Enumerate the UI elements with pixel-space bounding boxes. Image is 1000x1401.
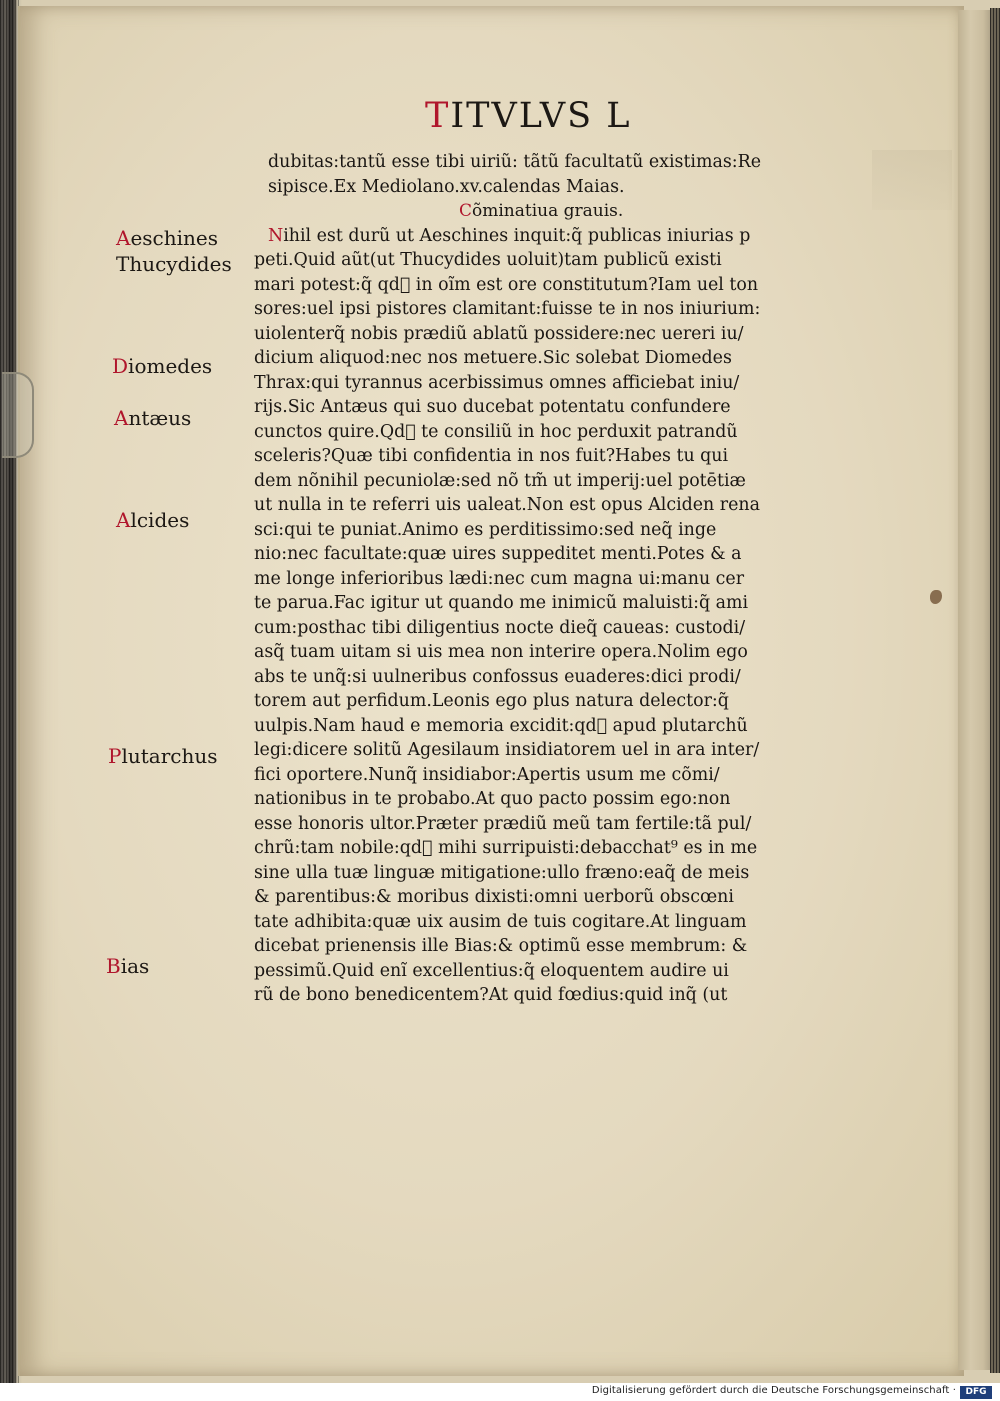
first-line-text: ihil est durũ ut Aeschines inquit:q̃ publicas iniurias p <box>283 225 751 246</box>
text-line-24: uulpis.Nam haud e memoria excidit:qd᷑ apud plutarchũ <box>254 715 748 736</box>
margin-note-alcides <box>116 508 189 532</box>
first-word-initial: N <box>268 225 284 246</box>
text-line-28: esse honoris ultor.Præter prædiũ meũ tam fertile:tã pul/ <box>254 813 752 834</box>
text-line-32: tate adhibita:quæ uix ausim de tuis cogitare.At linguam <box>254 911 747 932</box>
text-line-22: abs te unq̃:si uulneribus confossus euaderes:dici prodi/ <box>254 666 741 687</box>
text-line-5: peti.Quid aũt(ut Thucydides uoluit)tam publicũ existi <box>254 250 722 270</box>
text-line-25: legi:dicere solitũ Agesilaum insidiatorem uel in ara inter/ <box>254 740 760 760</box>
margin-note-text: Thucydides <box>116 252 232 276</box>
text-line-35: rũ de bono benedicentem?At quid fœdius:quid inq̃ (ut <box>254 985 728 1005</box>
margin-note-initial: D <box>112 354 129 378</box>
margin-note-plutarchus <box>108 744 218 768</box>
text-line-14: dem nõnihil pecuniolæ:sed nõ tm̃ ut imperij:uel potētiæ <box>254 470 746 491</box>
running-title-rest: ITVLVS L <box>450 96 632 136</box>
margin-note-text: eschines <box>130 226 219 250</box>
text-line-21: asq̃ tuam uitam si uis mea non interire opera.Nolim ego <box>254 642 748 662</box>
text-line-27: nationibus in te probabo.At quo pacto possim ego:non <box>254 789 731 809</box>
text-line-9: dicium aliquod:nec nos metuere.Sic solebat Diomedes <box>254 348 732 368</box>
heading-initial: C <box>459 201 473 221</box>
margin-note-initial: A <box>116 226 131 250</box>
text-line-4 <box>254 224 878 249</box>
text-line-18: me longe inferioribus lædi:nec cum magna ui:manu cer <box>254 568 745 589</box>
text-line-7: sores:uel ipsi pistores clamitant:fuisse te in nos iniurium: <box>254 299 761 319</box>
margin-note-text: ntæus <box>128 406 192 430</box>
text-line-30: sine ulla tuæ linguæ mitigatione:ullo fræno:eaq̃ de meis <box>254 862 750 883</box>
binding-clip <box>2 372 34 458</box>
text-line-23: torem aut perfidum.Leonis ego plus natura delector:q̃ <box>254 691 729 711</box>
text-line-12: cunctos quire.Qd᷑ te consiliũ in hoc perduxit patrandũ <box>254 421 738 442</box>
text-line-29: chrũ:tam nobile:qd᷑ mihi surripuisti:debacchat⁹ es in me <box>254 838 758 858</box>
text-line-33: dicebat prienensis ille Bias:& optimũ esse membrum: & <box>254 936 748 956</box>
running-title-initial: T <box>425 96 451 136</box>
text-line-8: uiolenterq̃ nobis prædiũ ablatũ possidere:nec uereri iu/ <box>254 323 744 344</box>
text-line-13: sceleris?Quæ tibi confidentia in nos fuit?Habes tu qui <box>254 446 729 466</box>
text-line-15: ut nulla in te referri uis ualeat.Non est opus Alciden rena <box>254 495 760 515</box>
margin-note-initial: A <box>116 508 131 532</box>
margin-note-initial: P <box>108 744 122 768</box>
text-line-34: pessimũ.Quid enĩ excellentius:q̃ eloquentem audire ui <box>254 960 729 981</box>
text-line-11: rijs.Sic Antæus qui suo ducebat potentatu confundere <box>254 397 731 417</box>
text-line-2: sipisce.Ex Mediolano.xv.calendas Maias. <box>268 176 625 197</box>
margin-note-antaeus <box>114 406 191 430</box>
text-line-26: fici oportere.Nunq̃ insidiabor:Apertis usum me cõmi/ <box>254 764 720 785</box>
text-line-10: Thrax:qui tyrannus acerbissimus omnes afficiebat iniu/ <box>254 372 740 393</box>
margin-note-aeschines <box>116 226 218 250</box>
margin-note-text: iomedes <box>128 354 213 378</box>
margin-note-diomedes <box>112 354 212 378</box>
footer-credit: Digitalisierung gefördert durch die Deutsche Forschungsgemeinschaft · <box>591 1385 956 1396</box>
text-line-31: & parentibus:& moribus dixisti:omni uerborũ obscœni <box>254 887 734 907</box>
margin-note-thucydides <box>116 252 232 276</box>
page-stack-edge <box>990 8 1000 1373</box>
margin-note-bias <box>106 954 149 978</box>
section-heading <box>254 199 878 224</box>
text-line-17: nio:nec facultate:quæ uires suppeditet menti.Potes & a <box>254 544 742 564</box>
body-text <box>254 150 878 1008</box>
margin-note-text: lcides <box>130 508 190 532</box>
dfg-logo: DFG <box>960 1386 992 1399</box>
running-title <box>425 96 632 136</box>
margin-note-text: ias <box>120 954 150 978</box>
text-line-6: mari potest:q̃ qd᷑ in oĩm est ore constitutum?Iam uel ton <box>254 274 759 295</box>
margin-note-initial: A <box>114 406 129 430</box>
text-line-16: sci:qui te puniat.Animo es perditissimo:sed neq̃ inge <box>254 519 717 540</box>
text-line-19: te parua.Fac igitur ut quando me inimicũ maluisti:q̃ ami <box>254 593 749 613</box>
margin-note-text: lutarchus <box>121 744 218 768</box>
text-line-1: dubitas:tantũ esse tibi uiriũ: tãtũ facultatũ existimas:Re <box>268 152 762 172</box>
book-spine-edge <box>0 0 20 1383</box>
show-through-shadow <box>872 150 952 210</box>
heading-text: õminatiua grauis. <box>472 201 624 221</box>
text-line-20: cum:posthac tibi diligentius nocte dieq̃ caueas: custodi/ <box>254 617 746 638</box>
margin-note-initial: B <box>106 954 121 978</box>
